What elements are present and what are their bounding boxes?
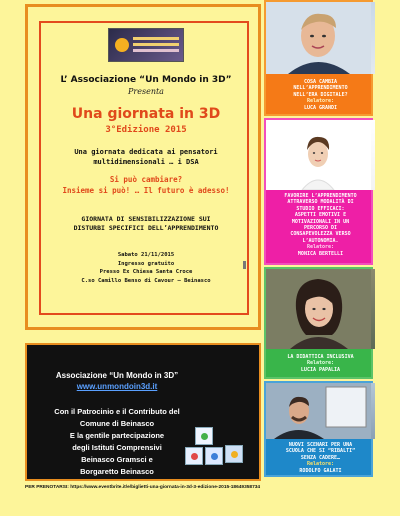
speaker-topic: MOTIVAZIONALI IN UN [291, 218, 350, 225]
speaker-topic: NELL’ERA DIGITALE? [293, 91, 348, 98]
association-heading: L’ Associazione “Un Mondo in 3D” [60, 75, 232, 85]
cube-icon [195, 427, 213, 445]
patronage-line: Comune di Beinasco [79, 419, 155, 428]
patronage-line: Borgaretto Beinasco [80, 467, 154, 476]
speaker-photo [266, 383, 375, 439]
speaker-topic: SENZA CADERE… [300, 454, 341, 461]
event-date: Sabato 21/11/2015 [117, 252, 175, 258]
speaker-topic: NELL’APPRENDIMENTO [293, 85, 348, 92]
slogan-line: Si può cambiare? [109, 175, 183, 184]
event-venue: Presso Ex Chiesa Santa Croce [99, 269, 193, 275]
logo-text-lines [133, 37, 179, 40]
patronage-text [27, 406, 207, 478]
booking-info[interactable]: PER PRENOTARSI: https://www.eventbrite.it/e/biglietti-una-giornata-in-3d-3-edizione-2015-18649358734 [25, 485, 261, 490]
speaker-topic: SCUOLA CHE SI “RIBALTI” [285, 448, 356, 455]
cube-icon [185, 447, 203, 465]
patronage-line: degli Istituti Comprensivi [72, 443, 162, 452]
event-edition: 3°Edizione 2015 [105, 125, 187, 135]
speaker-name: MONICA BERTELLI [297, 250, 344, 257]
speaker-name: RODOLFO GALATI [299, 467, 342, 474]
logo-star-icon [115, 38, 129, 52]
speaker-topic: COSA CAMBIA [303, 79, 338, 85]
relatore-label: Relatore: [306, 360, 335, 367]
speaker-card-lucia-papalia [264, 267, 373, 379]
speaker-topic: FAVORIRE L’APPRENDIMENTO [284, 193, 357, 199]
woman-portrait-icon [266, 120, 371, 190]
event-address: C.so Camillo Benso di Cavour – Beinasco [81, 277, 211, 284]
speaker-card-luca-grandi [264, 0, 373, 116]
speaker-name: LUCIA PAPALIA [300, 366, 341, 373]
speaker-topic: L’AUTONOMIA. [302, 237, 339, 244]
speaker-topic: CONSAPEVOLEZZA VERSO [290, 231, 351, 238]
event-title: Una giornata in 3D [71, 106, 221, 122]
man-portrait-icon [266, 2, 371, 74]
event-slogan [41, 174, 251, 196]
speaker-topic: ATTRAVERSO MODALITÀ DI [287, 199, 354, 206]
event-description [41, 147, 251, 167]
speaker-caption [266, 439, 375, 474]
speaker-topic: NUOVI SCENARI PER UNA [288, 442, 353, 448]
association-name: Associazione “Un Mondo in 3D” [55, 371, 179, 380]
decorative-mark [243, 261, 246, 269]
description-line: multidimensionali … i DSA [93, 158, 199, 166]
event-details [41, 251, 251, 285]
awareness-line: DISTURBI SPECIFICI DELL’APPRENDIMENTO [73, 224, 219, 232]
speaker-topic: PERCORSO DI [303, 225, 338, 232]
educational-cubes-image-icon [183, 425, 245, 471]
speaker-topic: LA DIDATTICA INCLUSIVA [287, 354, 354, 360]
speaker-topic: STUDIO EFFICACI: [296, 205, 345, 212]
speaker-caption [266, 190, 375, 257]
awareness-line: GIORNATA DI SENSIBILIZZAZIONE SUI [81, 215, 211, 223]
slogan-line: Insieme si può! … Il futuro è adesso! [62, 186, 230, 195]
man-portrait-icon [266, 383, 371, 439]
speaker-photo [266, 120, 375, 190]
patronage-line: E la gentile partecipazione [69, 431, 165, 440]
relatore-label: Relatore: [306, 98, 335, 105]
awareness-day-heading [41, 215, 251, 233]
patronage-line: Beinasco Gramsci e [81, 455, 153, 464]
speaker-caption [266, 351, 375, 373]
association-panel [25, 343, 261, 481]
event-entry: Ingresso gratuito [117, 260, 175, 267]
page-margin [373, 0, 400, 516]
speaker-name: LUCA GRANDI [303, 104, 338, 111]
speaker-card-monica-bertelli [264, 118, 373, 265]
presenta-label: Presenta [128, 87, 164, 96]
description-line: Una giornata dedicata ai pensatori [74, 148, 218, 156]
speaker-card-rodolfo-galati [264, 381, 373, 477]
speaker-photo [266, 2, 375, 74]
speaker-photo [266, 269, 375, 349]
cube-icon [225, 445, 243, 463]
association-website-link[interactable]: www.unmondoin3d.it [76, 382, 158, 391]
speaker-topic: ASPETTI EMOTIVI E [294, 212, 347, 219]
relatore-label: Relatore: [306, 244, 335, 251]
woman-portrait-icon [266, 269, 371, 349]
event-poster [25, 4, 261, 330]
association-logo-icon [108, 28, 184, 62]
patronage-line: Con il Patrocinio e il Contributo del [54, 407, 180, 416]
relatore-label: Relatore: [306, 461, 335, 468]
cube-icon [205, 447, 223, 465]
event-poster-inner [39, 21, 249, 315]
speaker-caption [266, 76, 375, 111]
